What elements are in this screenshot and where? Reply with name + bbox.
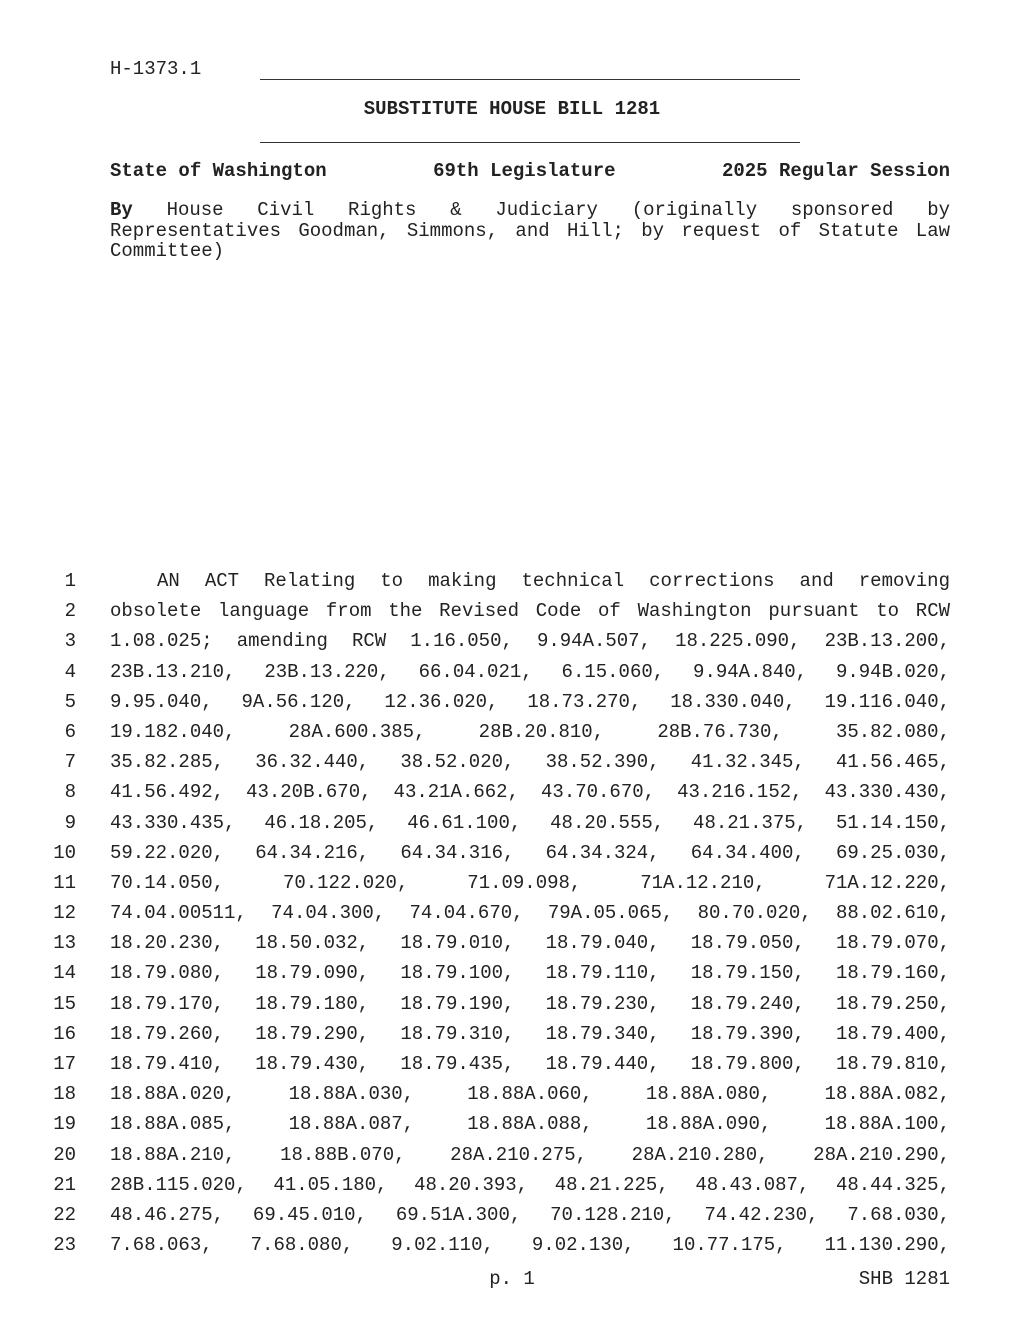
line-text: 18.79.260, 18.79.290, 18.79.310, 18.79.340, 18.79.390, 18.79.400,	[110, 1022, 950, 1045]
sponsor-line-1	[110, 200, 950, 221]
bill-line	[0, 1021, 1024, 1051]
line-text: 74.04.00511, 74.04.300, 74.04.670, 79A.05.065, 80.70.020, 88.02.610,	[110, 902, 950, 925]
line-text: 18.88A.020, 18.88A.030, 18.88A.060, 18.88A.080, 18.88A.082,	[110, 1083, 950, 1106]
bill-line	[0, 749, 1024, 779]
line-number: 19	[53, 1113, 76, 1136]
line-number: 2	[64, 600, 76, 623]
bill-line	[0, 719, 1024, 749]
bill-line	[0, 568, 1024, 598]
line-number: 14	[53, 962, 76, 985]
bill-line	[0, 900, 1024, 930]
bill-line	[0, 930, 1024, 960]
line-number: 17	[53, 1053, 76, 1075]
bill-line	[0, 1081, 1024, 1111]
bill-body	[0, 568, 1024, 1262]
bill-line	[0, 810, 1024, 840]
state-name: State of Washington	[110, 160, 327, 182]
bill-line	[0, 1142, 1024, 1172]
title-rule-bottom	[260, 142, 800, 143]
line-text: 23B.13.210, 23B.13.220, 66.04.021, 6.15.060, 9.94A.840, 9.94B.020,	[110, 660, 950, 683]
line-text: 59.22.020, 64.34.216, 64.34.316, 64.34.324, 64.34.400, 69.25.030,	[110, 841, 950, 864]
line-number: 16	[53, 1022, 76, 1045]
bill-line	[0, 991, 1024, 1021]
line-text: AN ACT Relating to making technical corrections and removing	[157, 570, 950, 592]
bill-line	[0, 840, 1024, 870]
line-number: 4	[64, 660, 76, 683]
line-number: 13	[53, 932, 76, 955]
line-number: 8	[64, 781, 76, 804]
line-text: 35.82.285, 36.32.440, 38.52.020, 38.52.390, 41.32.345, 41.56.465,	[110, 751, 950, 774]
title-rule-top	[260, 79, 800, 80]
line-number: 22	[53, 1203, 76, 1226]
line-text: 18.20.230, 18.50.032, 18.79.010, 18.79.040, 18.79.050, 18.79.070,	[110, 932, 950, 955]
line-text: 18.79.080, 18.79.090, 18.79.100, 18.79.110, 18.79.150, 18.79.160,	[110, 962, 950, 985]
line-number: 12	[53, 902, 76, 925]
bill-line	[0, 628, 1024, 658]
sponsor-line-1-text: House Civil Rights & Judiciary (originally sponsored by	[166, 199, 951, 221]
line-text: 18.79.410, 18.79.430, 18.79.435, 18.79.440, 18.79.800, 18.79.810,	[110, 1053, 950, 1075]
line-number: 6	[64, 720, 76, 743]
line-text: 41.56.492, 43.20B.670, 43.21A.662, 43.70.670, 43.216.152, 43.330.430,	[110, 781, 950, 804]
bill-line	[0, 689, 1024, 719]
line-text: 19.182.040, 28A.600.385, 28B.20.810, 28B.76.730, 35.82.080,	[110, 720, 950, 743]
line-text: 18.79.170, 18.79.180, 18.79.190, 18.79.230, 18.79.240, 18.79.250,	[110, 992, 950, 1015]
bill-line	[0, 1172, 1024, 1202]
line-number: 15	[53, 992, 76, 1015]
line-number: 10	[53, 841, 76, 864]
sponsor-block	[110, 200, 950, 262]
line-number: 3	[64, 630, 76, 653]
line-number: 9	[64, 811, 76, 834]
line-number: 23	[53, 1234, 76, 1257]
sponsor-line-3: Committee)	[110, 240, 225, 262]
bill-line	[0, 1051, 1024, 1081]
sponsor-line-2: Representatives Goodman, Simmons, and Hill; by request of Statute Law	[110, 219, 950, 242]
line-text: 43.330.435, 46.18.205, 46.61.100, 48.20.555, 48.21.375, 51.14.150,	[110, 811, 950, 834]
line-number: 1	[64, 570, 76, 592]
line-number: 18	[53, 1083, 76, 1106]
line-text: obsolete language from the Revised Code of Washington pursuant to RCW	[110, 600, 950, 623]
bill-line	[0, 1202, 1024, 1232]
bill-line	[0, 1232, 1024, 1262]
state-row	[110, 160, 950, 182]
line-text: 1.08.025; amending RCW 1.16.050, 9.94A.507, 18.225.090, 23B.13.200,	[110, 630, 950, 653]
line-number: 7	[64, 751, 76, 774]
page-number: p. 1	[489, 1268, 535, 1290]
document-id: H-1373.1	[110, 58, 202, 80]
line-text: 9.95.040, 9A.56.120, 12.36.020, 18.73.270, 18.330.040, 19.116.040,	[110, 690, 950, 713]
bill-line	[0, 960, 1024, 990]
bill-line	[0, 1111, 1024, 1141]
bill-short-name: SHB 1281	[858, 1268, 950, 1290]
line-text: 7.68.063, 7.68.080, 9.02.110, 9.02.130, 10.77.175, 11.130.290,	[110, 1234, 950, 1257]
bill-line	[0, 779, 1024, 809]
bill-title: SUBSTITUTE HOUSE BILL 1281	[363, 98, 661, 120]
bill-line	[0, 598, 1024, 628]
line-number: 21	[53, 1173, 76, 1196]
bill-line	[0, 659, 1024, 689]
line-text: 18.88A.210, 18.88B.070, 28A.210.275, 28A.210.280, 28A.210.290,	[110, 1143, 950, 1166]
legislature: 69th Legislature	[433, 160, 616, 182]
line-text: 48.46.275, 69.45.010, 69.51A.300, 70.128.210, 74.42.230, 7.68.030,	[110, 1203, 950, 1226]
line-number: 11	[53, 871, 76, 894]
line-text: 28B.115.020, 41.05.180, 48.20.393, 48.21.225, 48.43.087, 48.44.325,	[110, 1173, 950, 1196]
bill-line	[0, 870, 1024, 900]
line-text: 70.14.050, 70.122.020, 71.09.098, 71A.12.210, 71A.12.220,	[110, 871, 950, 894]
line-number: 5	[64, 690, 76, 713]
line-number: 20	[53, 1143, 76, 1166]
by-label: By	[110, 199, 133, 221]
line-text: 18.88A.085, 18.88A.087, 18.88A.088, 18.88A.090, 18.88A.100,	[110, 1113, 950, 1136]
session: 2025 Regular Session	[721, 160, 950, 182]
